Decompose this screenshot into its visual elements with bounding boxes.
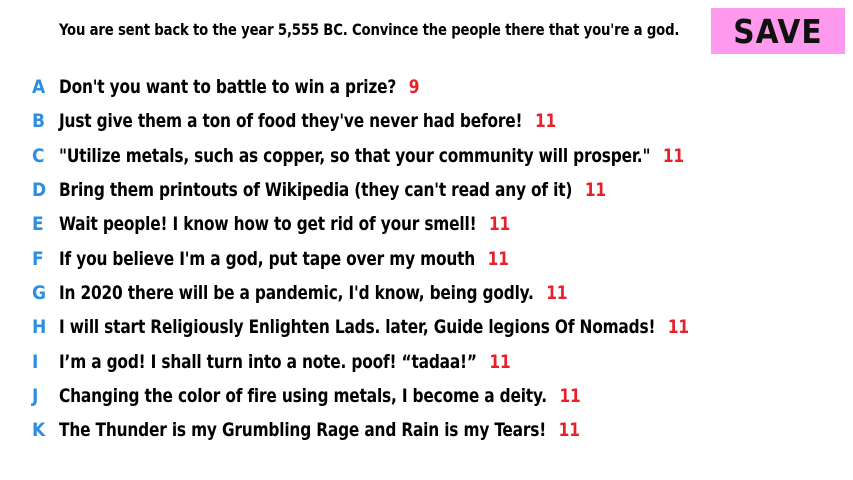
answer-option-a[interactable] <box>0 70 853 104</box>
option-text: I will start Religiously Enlighten Lads. later, Guide legions Of Nomads! <box>59 316 656 339</box>
option-text: Just give them a ton of food they've never had before! <box>59 110 523 133</box>
option-text: Changing the color of fire using metals, I become a deity. <box>59 384 547 407</box>
answer-option-c[interactable] <box>0 139 853 173</box>
vote-count: 11 <box>489 350 511 373</box>
option-text: Wait people! I know how to get rid of your smell! <box>59 213 477 236</box>
option-text: If you believe I'm a god, put tape over my mouth <box>59 247 476 270</box>
option-text: In 2020 there will be a pandemic, I'd know, being godly. <box>59 281 534 304</box>
option-letter: G <box>32 281 47 304</box>
vote-count: 11 <box>662 144 684 167</box>
option-letter: I <box>32 350 39 373</box>
vote-count: 11 <box>667 316 689 339</box>
option-letter: H <box>32 316 47 339</box>
answer-option-d[interactable] <box>0 173 853 207</box>
option-text: Don't you want to battle to win a prize? <box>59 76 397 99</box>
answer-option-b[interactable] <box>0 104 853 138</box>
option-text: Bring them printouts of Wikipedia (they can't read any of it) <box>59 179 573 202</box>
option-letter: E <box>32 213 44 236</box>
vote-count: 11 <box>558 419 580 442</box>
option-letter: F <box>32 247 44 270</box>
save-button[interactable]: SAVE <box>711 8 845 54</box>
option-letter: K <box>32 419 46 442</box>
option-letter: J <box>32 384 39 407</box>
vote-count: 11 <box>546 281 568 304</box>
option-text: The Thunder is my Grumbling Rage and Rain is my Tears! <box>59 419 547 442</box>
vote-count: 11 <box>584 179 606 202</box>
vote-count: 11 <box>559 384 581 407</box>
option-letter: D <box>32 179 47 202</box>
option-text: I’m a god! I shall turn into a note. poof! “tadaa!” <box>59 350 477 373</box>
vote-count: 9 <box>408 76 420 99</box>
option-letter: C <box>32 144 45 167</box>
answer-option-g[interactable] <box>0 276 853 310</box>
answer-list <box>0 70 853 447</box>
answer-option-f[interactable] <box>0 241 853 275</box>
answer-option-k[interactable] <box>0 413 853 447</box>
vote-count: 11 <box>534 110 557 133</box>
answer-option-e[interactable] <box>0 207 853 241</box>
vote-count: 11 <box>487 247 509 270</box>
option-text: "Utilize metals, such as copper, so that your community will prosper." <box>59 144 651 167</box>
option-letter: A <box>32 76 46 99</box>
answer-option-i[interactable] <box>0 344 853 378</box>
vote-count: 11 <box>489 213 511 236</box>
answer-option-j[interactable] <box>0 379 853 413</box>
answer-option-h[interactable] <box>0 310 853 344</box>
question-prompt: You are sent back to the year 5,555 BC. Convince the people there that you're a god. <box>59 20 680 39</box>
option-letter: B <box>32 110 46 133</box>
